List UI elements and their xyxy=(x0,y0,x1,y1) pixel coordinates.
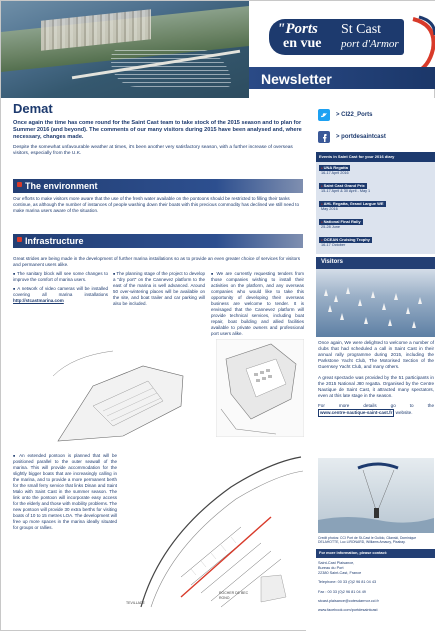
contact-line: 22380 Saint-Cast, France xyxy=(318,571,362,576)
visitors-heading-bar xyxy=(316,257,435,269)
contact-phone: Telephone: 00 33 (0)2 96 81 04 43 xyxy=(318,580,377,585)
swirl-logo-icon xyxy=(409,15,435,75)
tenders-text: ■ We are currently requesting tenders from those companies wishing to install their activities on the platform, and any overseas companies who would like to take this opportunity of developing their overseas business are welcome to tender. It is envisaged that the Cannevez platform will provide technical services, including boat repair, boat building and allied facilities available to private owners and professional port users alike. xyxy=(211,271,304,337)
sanitary-block-text: ■ The sanitary block will see some changes to improve the comfort of marina users. xyxy=(13,271,108,283)
sidebar xyxy=(306,98,435,631)
facebook-icon[interactable] xyxy=(318,131,330,143)
event-item: ● UNA Regatta 16-17 April 2016 xyxy=(319,165,433,176)
intro-text: Despite the somewhat unfavourable weather at times, it's been another very satisfactory season, with a further increase of overseas visitors, especially from the U.K. xyxy=(13,144,293,157)
environment-text: Our efforts to make visitors more aware that the use of the fresh water available on the pontoons should be restricted to filling their tanks continue, as although the number of instances of people washing down their boats with this precious commodity has declined we still need to make marina users aware of the situation. xyxy=(13,196,300,214)
logo-ports-text: "Ports xyxy=(277,21,318,37)
kitesurf-photo xyxy=(318,458,434,533)
centre-nautique-link[interactable]: www.centre-nautique-saint-cast.fr xyxy=(320,410,393,416)
more-info-heading-bar xyxy=(316,549,435,558)
page-title: Demat xyxy=(13,101,53,116)
stcast-marina-link[interactable]: http://stcastmarina.com xyxy=(13,297,64,303)
video-cameras-text: A network of video cameras will be installed covering all marina installations xyxy=(13,285,109,297)
infra-column-1 xyxy=(13,271,108,307)
newsletter-banner xyxy=(249,67,435,89)
contact-line: Bureau du Port xyxy=(318,566,344,571)
infrastructure-banner xyxy=(13,234,303,248)
visitors-details-lead: For more details go to the xyxy=(318,402,434,408)
logo-envue-text: en vue xyxy=(283,36,322,51)
newsletter-label: Newsletter xyxy=(261,71,332,87)
facebook-link[interactable]: > portdesaintcast xyxy=(336,134,386,140)
dry-port-text: ■ The planning stage of the project to develop a "dry port" on the Cannevez platform to the east of the marina is well advanced. Around 50 over-wintering places will be available on the site, and boat trailer and car parking will also be included. xyxy=(113,271,205,307)
contact-email[interactable]: stcast.plaisance@cotesdarmor.cci.fr xyxy=(318,598,379,603)
photo-credits: Credit photos: CCI Port de St-Cast le Guildo, Cilanski, Dominique DELAHOTTE, Luc LIRONARD, Williams Amaury, Pixabay. xyxy=(318,536,417,545)
infra-column-2 xyxy=(113,271,205,310)
map-label-bec-rono: ROCHER DE BEC RONO xyxy=(219,591,249,600)
infra-column-3 xyxy=(211,271,304,340)
kite-illustration xyxy=(318,458,434,533)
infra-pontoon-column xyxy=(13,453,117,534)
infrastructure-heading: Infrastructure xyxy=(25,236,84,246)
contact-line: Saint-Cast Plaisance, xyxy=(318,561,355,565)
twitter-icon[interactable] xyxy=(318,109,330,121)
logo-stcast-text: St Cast xyxy=(341,22,382,37)
contact-block xyxy=(318,561,435,613)
event-item: ● Saint Cast Grand Prix 15-17 April & 30 April - May 1 xyxy=(319,183,433,194)
visitors-details-tail: website. xyxy=(395,410,413,416)
visitors-text xyxy=(318,340,434,421)
contact-fax: Fax : 00 33 (0)2 96 81 04 49 xyxy=(318,589,366,594)
events-heading-bar xyxy=(316,152,435,162)
cannevez-platform-plan xyxy=(53,346,188,446)
marina-pontoon-plan xyxy=(121,447,306,615)
more-info-heading: For more information, please contact: xyxy=(319,551,388,555)
dry-port-site-plan xyxy=(216,339,304,437)
map-label-tevillade: TEVILLADE xyxy=(126,601,145,605)
event-item: ● National Final Rally 25-28 June xyxy=(319,219,433,230)
sailing-regatta-photo xyxy=(316,269,435,337)
event-item: ● OCEAN Cruising Trophy 16-17 October xyxy=(319,237,433,248)
intro-bold-text: Once again the time has come round for the Saint Cast team to take stock of the 2015 season and to plan for Summer 2016 (and beyond). The comments of our many visitors during 2015 have been analysed and, where necessary, changes made. xyxy=(13,119,302,140)
event-item: ● AHL Regatta, Grand Largue WE May 2016 xyxy=(319,201,433,212)
events-list xyxy=(316,162,435,254)
visitors-paragraph-1: Once again, We were delighted to welcome a number of clubs that had scheduled a call in Saint Cast in their annual rally programme during 2015, including the Parkstone Yacht Club, The Motorised Section of the Guernsey Yacht Club, and many others. xyxy=(318,340,434,370)
twitter-link[interactable]: > CI22_Ports xyxy=(336,112,373,118)
events-heading: Events in Saint Cast for your 2016 diary xyxy=(319,154,395,159)
pontoon-text: ■ An extended pontoon is planned that will be positioned parallel to the outer seawall of the marina. This will provide accommodation for the slightly bigger boats that are increasingly calling in the marina, and to provide a more permanent berth for the small ferry service that links Dinan and Saint Malo with Saint Cast in the summer season. The link onto the pontoon will incorporate easy access for the elderly and those with mobility problems. The new pontoon will provide 30 extra berths for visiting boats of 10 to 15 metres LOA. The development will free up more spaces in the marina ideally situated for groups or rallies. xyxy=(13,453,117,531)
contact-facebook-url[interactable]: www.facebook.com/portdesaintcast xyxy=(318,607,378,612)
visitors-paragraph-2: A great spectacle was provided by the 51 participants in the 2015 National J80 regatta. Organised by the Centre Nautique de Saint Cast, it attracted many spectators, even at this late stage in the season. xyxy=(318,374,434,398)
infrastructure-intro: Great strides are being made in the development of further marina installations so as to provide an even greater choice of services for visitors and permanent users alike. xyxy=(13,256,300,268)
environment-heading: The environment xyxy=(25,181,98,191)
visitors-heading: Visitors xyxy=(321,259,343,265)
logo-armor-text: port d'Armor xyxy=(341,38,399,50)
ports-en-vue-logo xyxy=(249,1,435,67)
marina-aerial-photo xyxy=(1,1,249,98)
environment-banner xyxy=(13,179,303,193)
header xyxy=(1,1,435,98)
main-intro xyxy=(13,101,303,157)
